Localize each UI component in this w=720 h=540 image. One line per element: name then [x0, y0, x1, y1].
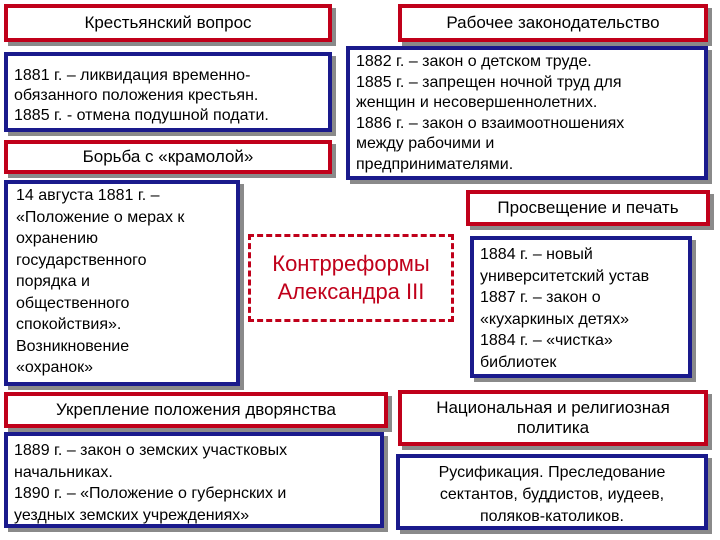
diagram-title: Контрреформы Александра III — [248, 234, 454, 322]
peasant-question-text: 1881 г. – ликвидация временно- обязанного положения крестьян. 1885 г. - отмена подушной подати. — [4, 52, 332, 132]
labor-legislation-header-label: Рабочее законодательство — [446, 13, 660, 32]
nobility-header-label: Укрепление положения дворянства — [56, 400, 336, 419]
sedition-text: 14 августа 1881 г. – «Положение о мерах к охранению государственного порядка и общественного спокойствия». Возникновение «охранок» — [4, 180, 240, 386]
sedition-header-label: Борьба с «крамолой» — [82, 147, 254, 166]
national-policy-header — [398, 390, 708, 446]
national-policy-text: Русификация. Преследование сектантов, буддистов, иудеев, поляков-католиков. — [396, 454, 708, 530]
education-header — [466, 190, 710, 226]
education-text: 1884 г. – новый университетский устав 1887 г. – закон о «кухаркиных детях» 1884 г. – «чистка» библиотек — [470, 236, 692, 378]
peasant-question-header — [4, 4, 332, 42]
education-header-label: Просвещение и печать — [497, 198, 679, 217]
nobility-text: 1889 г. – закон о земских участковых начальниках. 1890 г. – «Положение о губернских и уездных земских учреждениях» — [4, 432, 384, 528]
labor-legislation-text: 1882 г. – закон о детском труде. 1885 г. – запрещен ночной труд для женщин и несовершеннолетних. 1886 г. – закон о взаимоотношениях между рабочими и предпринимателями. — [346, 46, 708, 180]
nobility-header — [4, 392, 388, 428]
peasant-question-header-label: Крестьянский вопрос — [84, 13, 252, 32]
national-policy-header-label: Национальная и религиозная политика — [436, 398, 670, 437]
labor-legislation-header — [398, 4, 708, 42]
sedition-header — [4, 140, 332, 174]
